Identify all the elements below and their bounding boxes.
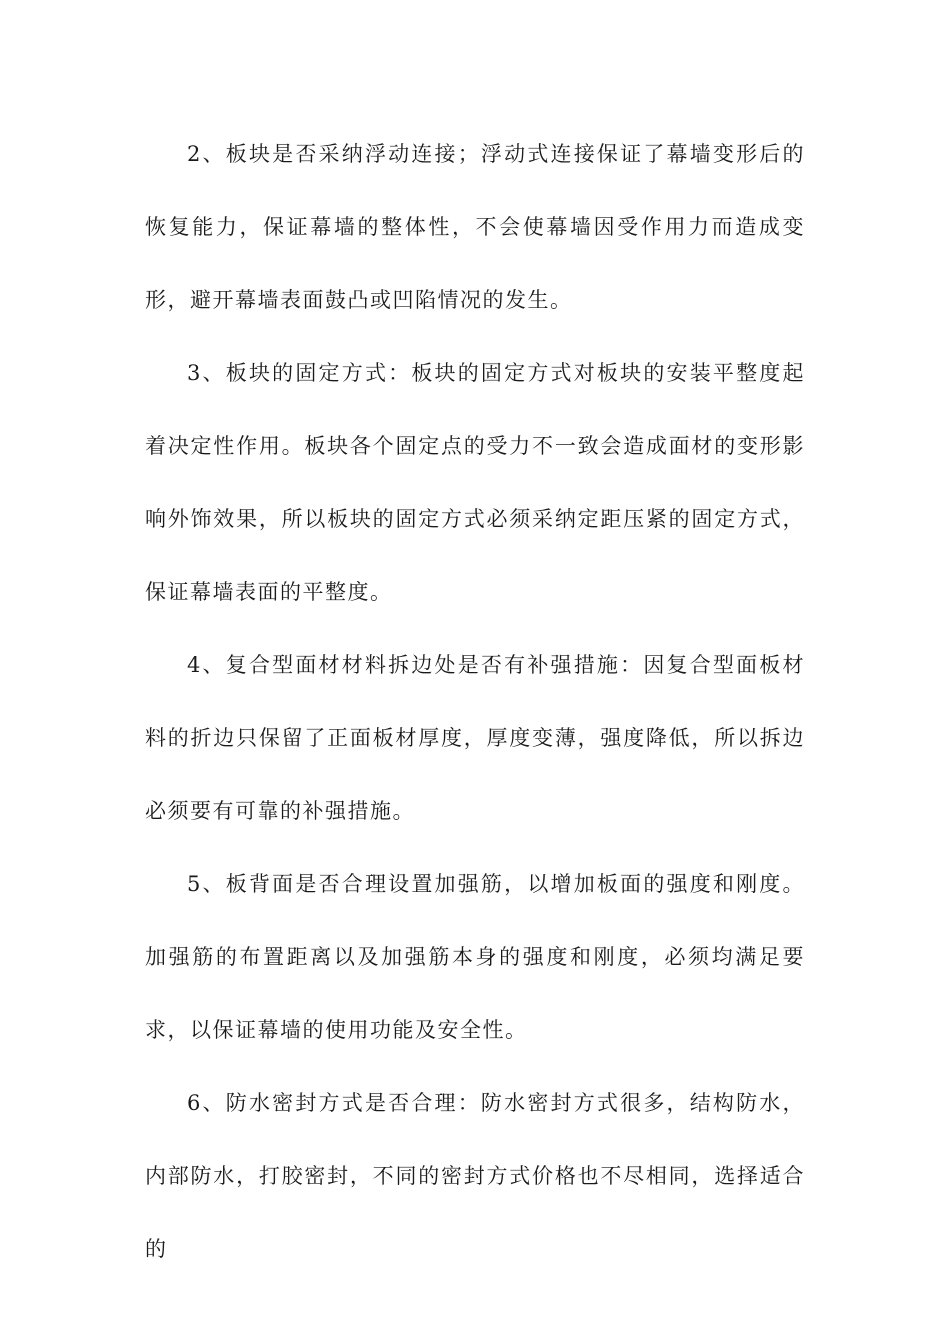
paragraph-5: 5、板背面是否合理设置加强筋，以增加板面的强度和刚度。加强筋的布置距离以及加强筋本身的强度和刚度，必须均满足要求，以保证幕墙的使用功能及安全性。 bbox=[145, 872, 805, 1042]
paragraph-4: 4、复合型面材材料拆边处是否有补强措施：因复合型面板材料的折边只保留了正面板材厚度，厚度变薄，强度降低，所以拆边必须要有可靠的补强措施。 bbox=[145, 653, 805, 823]
paragraph-3: 3、板块的固定方式：板块的固定方式对板块的安装平整度起着决定性作用。板块各个固定点的受力不一致会造成面材的变形影响外饰效果，所以板块的固定方式必须采纳定距压紧的固定方式，保证幕墙表面的平整度。 bbox=[145, 361, 805, 604]
paragraph-6: 6、防水密封方式是否合理：防水密封方式很多，结构防水，内部防水，打胶密封，不同的密封方式价格也不尽相同，选择适合的 bbox=[145, 1091, 805, 1261]
paragraph-2: 2、板块是否采纳浮动连接；浮动式连接保证了幕墙变形后的恢复能力，保证幕墙的整体性，不会使幕墙因受作用力而造成变形，避开幕墙表面鼓凸或凹陷情况的发生。 bbox=[145, 142, 805, 312]
document-body bbox=[145, 118, 805, 1286]
